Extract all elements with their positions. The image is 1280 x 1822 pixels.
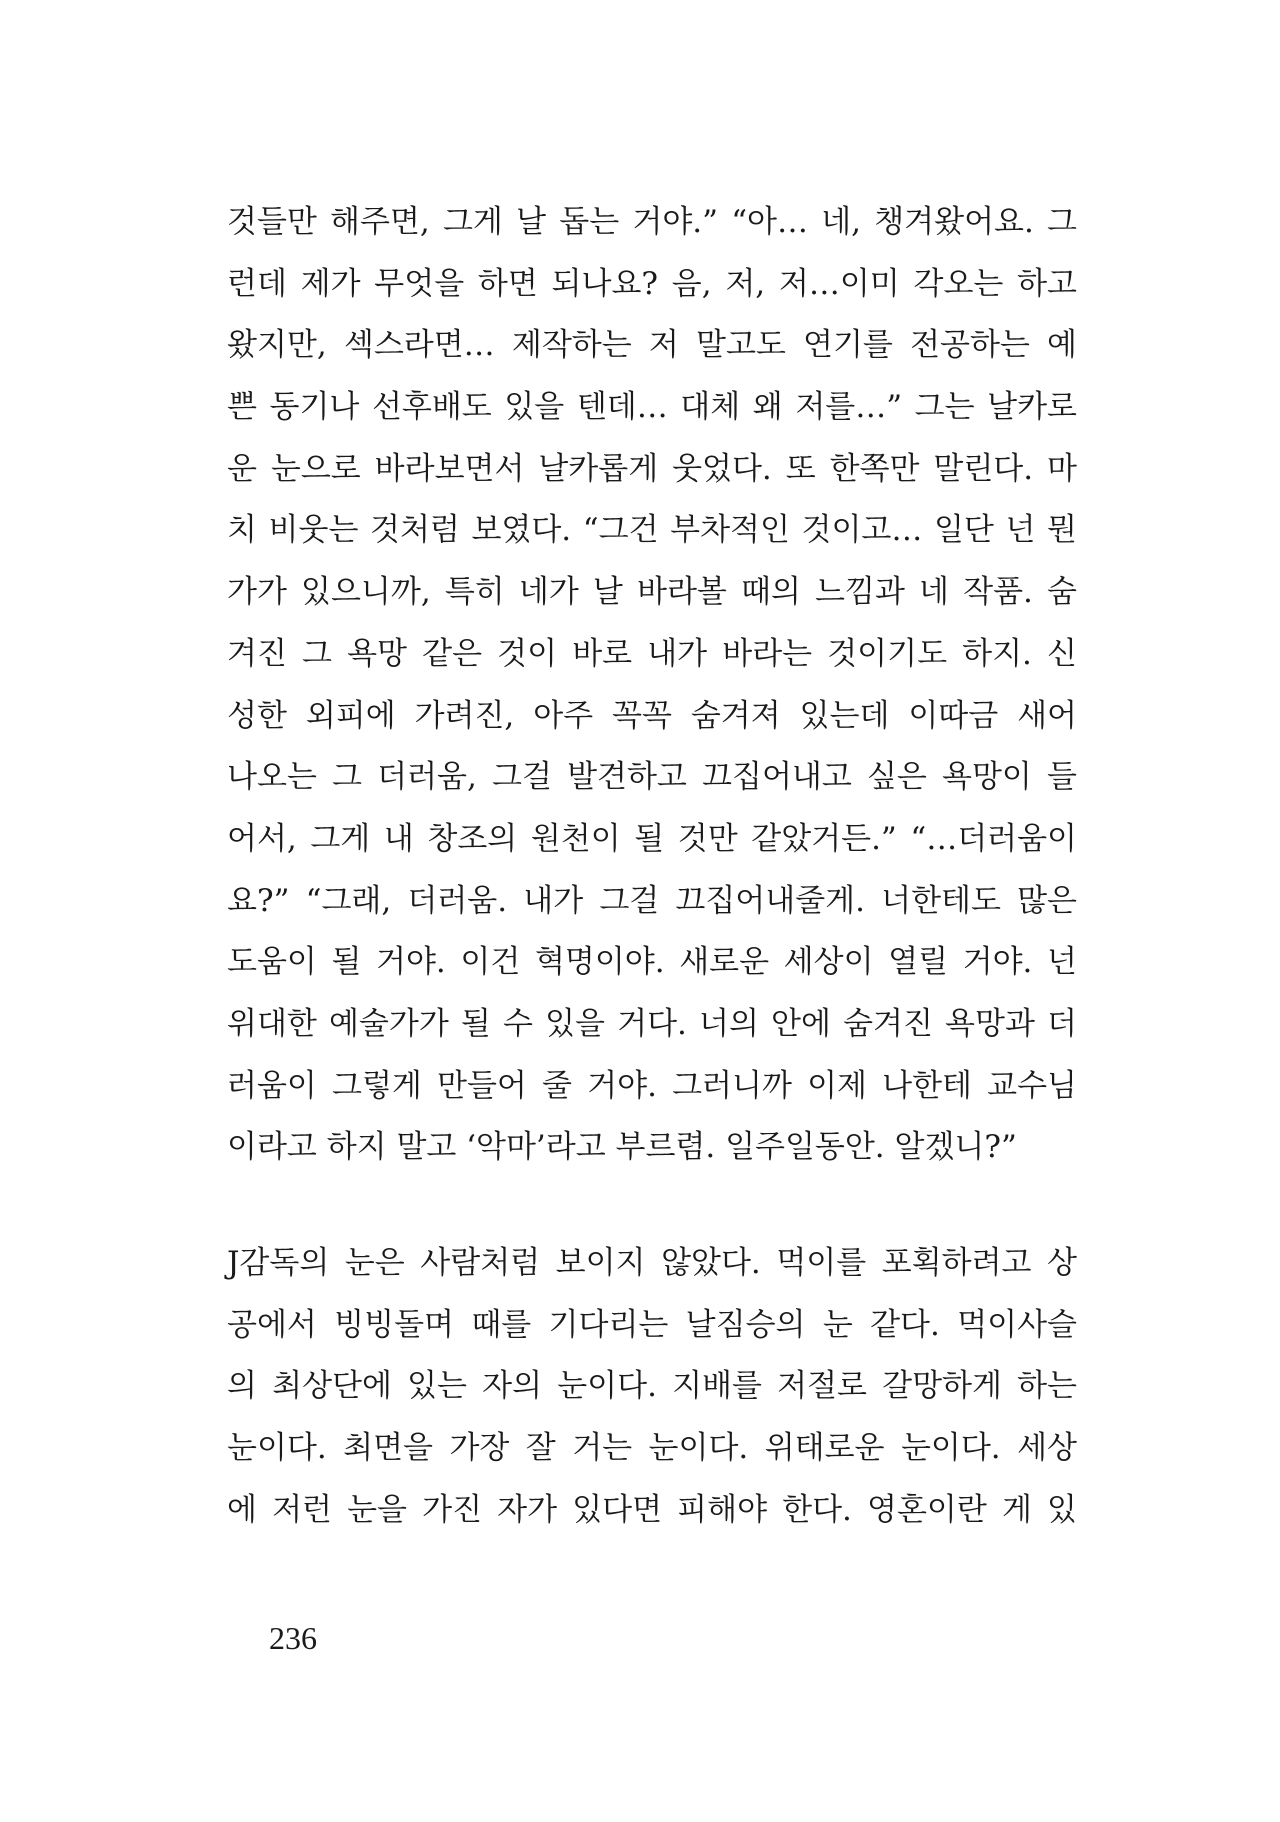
text-line: 의 최상단에 있는 자의 눈이다. 지배를 저절로 갈망하게 하는 <box>227 1368 1077 1405</box>
text-line: 도움이 될 거야. 이건 혁명이야. 새로운 세상이 열릴 거야. 넌 <box>227 944 1077 981</box>
text-line: 치 비웃는 것처럼 보였다. “그건 부차적인 것이고… 일단 넌 뭔 <box>227 512 1077 549</box>
text-line: 가가 있으니까, 특히 네가 날 바라볼 때의 느낌과 네 작품. 숨 <box>227 574 1077 611</box>
text-line: 이라고 하지 말고 ‘악마’라고 부르렴. 일주일동안. 알겠니?” <box>227 1129 1017 1166</box>
paragraph-1 <box>227 200 1077 1187</box>
text-line: 요?” “그래, 더러움. 내가 그걸 끄집어내줄게. 너한테도 많은 <box>227 882 1077 919</box>
body-text <box>227 200 1077 1549</box>
text-line: 런데 제가 무엇을 하면 되나요? 음, 저, 저…이미 각오는 하고 <box>227 265 1077 302</box>
paragraph-break <box>227 1187 1077 1241</box>
text-line: 것들만 해주면, 그게 날 돕는 거야.” “아… 네, 챙겨왔어요. 그 <box>227 204 1077 240</box>
text-line: 위대한 예술가가 될 수 있을 거다. 너의 안에 숨겨진 욕망과 더 <box>227 1005 1077 1042</box>
text-line: 쁜 동기나 선후배도 있을 텐데… 대체 왜 저를…” 그는 날카로 <box>227 389 1077 426</box>
text-line: 운 눈으로 바라보면서 날카롭게 웃었다. 또 한쪽만 말린다. 마 <box>227 450 1077 487</box>
paragraph-2 <box>227 1241 1077 1549</box>
text-line: 겨진 그 욕망 같은 것이 바로 내가 바라는 것이기도 하지. 신 <box>227 635 1077 672</box>
text-line: 나오는 그 더러움, 그걸 발견하고 끄집어내고 싶은 욕망이 들 <box>227 759 1077 796</box>
page-number: 236 <box>269 1620 317 1656</box>
text-line: 어서, 그게 내 창조의 원천이 될 것만 같았거든.” “…더러움이 <box>227 820 1077 857</box>
text-line: 에 저런 눈을 가진 자가 있다면 피해야 한다. 영혼이란 게 있 <box>227 1491 1077 1528</box>
text-line: 성한 외피에 가려진, 아주 꼭꼭 숨겨져 있는데 이따금 새어 <box>227 697 1077 734</box>
text-line: 왔지만, 섹스라면… 제작하는 저 말고도 연기를 전공하는 예 <box>227 327 1077 364</box>
text-line: J감독의 눈은 사람처럼 보이지 않았다. 먹이를 포획하려고 상 <box>227 1245 1077 1281</box>
text-line: 공에서 빙빙돌며 때를 기다리는 날짐승의 눈 같다. 먹이사슬 <box>227 1306 1077 1343</box>
text-line: 눈이다. 최면을 가장 잘 거는 눈이다. 위태로운 눈이다. 세상 <box>227 1430 1077 1467</box>
text-line: 러움이 그렇게 만들어 줄 거야. 그러니까 이제 나한테 교수님 <box>227 1067 1077 1104</box>
